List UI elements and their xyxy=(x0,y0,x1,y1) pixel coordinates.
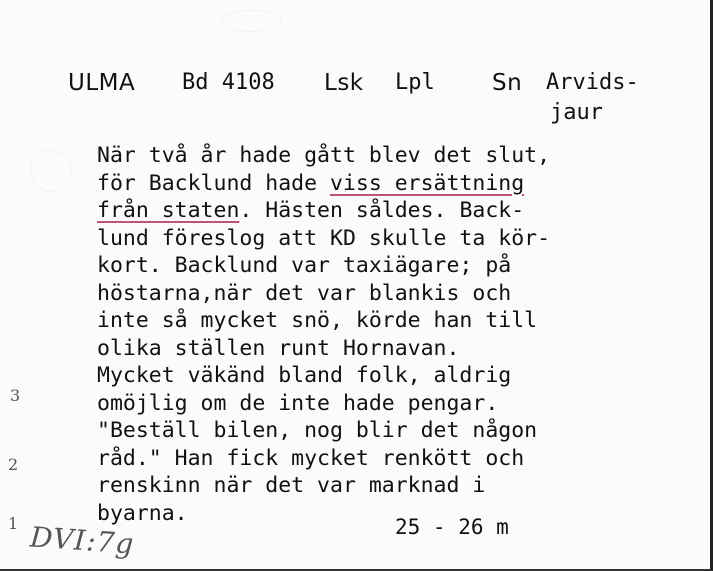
sn-value-line2: jaur xyxy=(550,100,603,125)
sn-value-line1: Arvids- xyxy=(546,70,639,95)
text-line: lund föreslog att KD skulle ta kör- xyxy=(97,225,551,251)
page-range: 25 - 26 m xyxy=(395,515,509,539)
text-line: inte så mycket snö, körde han till xyxy=(97,308,538,333)
underlined-phrase: viss ersättning xyxy=(330,170,525,196)
margin-number: 3 xyxy=(10,386,21,405)
lsk-label: Lsk xyxy=(324,70,364,96)
record-id: Bd 4108 xyxy=(182,70,275,95)
text-line: renskinn när det var marknad i xyxy=(97,473,486,498)
text-line: olika ställen runt Hornavan. xyxy=(97,335,460,361)
underlined-phrase: från staten xyxy=(97,198,240,223)
text-line: byarna. xyxy=(97,500,188,526)
margin-number: 2 xyxy=(8,455,19,474)
text-line: kort. Backlund var taxiägare; på xyxy=(97,253,512,278)
record-text xyxy=(97,142,697,527)
text-line xyxy=(97,170,697,198)
archive-name: ULMA xyxy=(68,70,136,96)
text-line: När två år hade gått blev det slut, xyxy=(97,143,551,168)
sn-label: Sn xyxy=(492,70,523,96)
text-line: höstarna,när det var blankis och xyxy=(97,280,512,306)
text-line xyxy=(97,197,697,225)
text-segment: för Backlund hade xyxy=(97,170,330,196)
text-segment: . Hästen såldes. Back- xyxy=(239,198,525,223)
paper-stain xyxy=(30,150,72,192)
handwritten-archive-mark: DVI:7g xyxy=(28,520,136,561)
text-line: "Beställ bilen, nog blir det någon xyxy=(97,418,538,443)
text-line: Mycket väkänd bland folk, aldrig xyxy=(97,363,512,388)
text-line: omöjlig om de inte hade pengar. xyxy=(97,390,499,416)
lpl-label: Lpl xyxy=(395,70,435,95)
text-line: råd." Han fick mycket renkött och xyxy=(97,445,525,471)
paper-stain xyxy=(220,10,282,32)
margin-number: 1 xyxy=(8,514,19,533)
